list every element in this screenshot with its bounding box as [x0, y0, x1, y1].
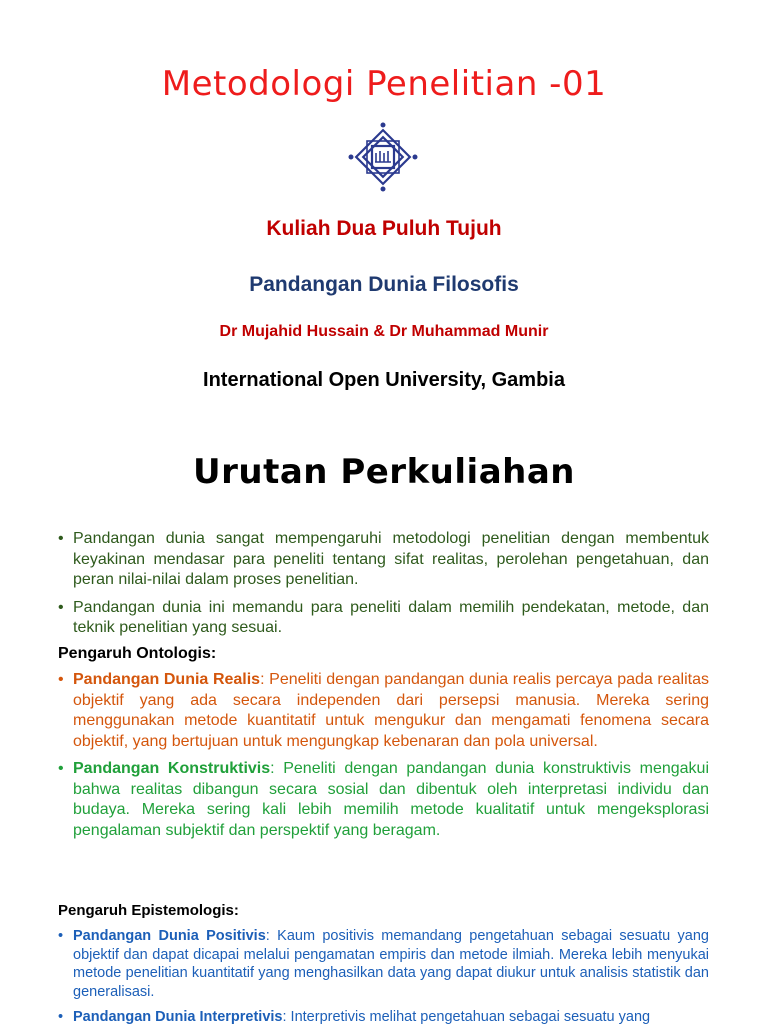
bullet-icon: • — [58, 1009, 64, 1025]
item-term: Pandangan Dunia Positivis — [73, 928, 266, 944]
section-title: Urutan Perkuliahan — [193, 452, 575, 492]
intro-list — [58, 529, 709, 646]
list-item — [58, 670, 709, 752]
item-text: : Kaum positivis memandang pengetahuan sebagai sesuatu yang objektif dan dapat dicapai melalui pengamatan empiris dan metode ilmiah. Mereka lebih menyukai metode penelitian kuantitatif yang menghasilkan data yang dapat diukur untuk analisis statistik dan generalisasi. — [73, 928, 709, 1000]
item-text: : Interpretivis melihat pengetahuan sebagai sesuatu yang — [282, 1009, 651, 1025]
item-text: : Peneliti dengan pandangan dunia konstruktivis mengakui bahwa realitas dibangun secara sosial dan dibentuk oleh interpretasi individu dan budaya. Mereka sering kali lebih memilih metode kualitatif untuk mengeksplorasi pengalaman subjektif dan perspektif yang beragam. — [73, 760, 710, 839]
lecture-number: Kuliah Dua Puluh Tujuh — [266, 217, 502, 240]
authors: Dr Mujahid Hussain & Dr Muhammad Munir — [219, 323, 549, 340]
item-term: Pandangan Dunia Interpretivis — [73, 1009, 283, 1025]
epistemology-list — [58, 927, 709, 1034]
bullet-icon: • — [58, 671, 64, 688]
ontology-heading: Pengaruh Ontologis: — [58, 645, 217, 662]
lecture-topic: Pandangan Dunia Filosofis — [249, 273, 519, 296]
list-item — [58, 598, 709, 639]
list-item — [58, 927, 709, 1001]
ontology-list — [58, 670, 709, 848]
institution: International Open University, Gambia — [203, 369, 565, 391]
item-term: Pandangan Konstruktivis — [73, 760, 271, 777]
bullet-icon: • — [58, 598, 64, 616]
intro-text: Pandangan dunia sangat mempengaruhi metodologi penelitian dengan membentuk keyakinan mendasar para peneliti tentang sifat realitas, perolehan pengetahuan, dan peran nilai-nilai dalam proses penelitian. — [73, 530, 709, 588]
list-item — [58, 529, 709, 591]
page-title: Metodologi Penelitian -01 — [161, 64, 607, 104]
bullet-icon: • — [58, 760, 64, 777]
islamic-geometric-emblem-icon — [348, 122, 418, 192]
bullet-icon: • — [58, 928, 64, 944]
epistemology-heading: Pengaruh Epistemologis: — [58, 902, 239, 919]
list-item — [58, 759, 709, 841]
bullet-icon: • — [58, 530, 64, 547]
item-term: Pandangan Dunia Realis — [73, 671, 261, 688]
item-text: : Peneliti dengan pandangan dunia realis percaya pada realitas objektif yang ada secara independen dari persepsi manusia. Mereka sering menggunakan metode kuantitatif untuk mengukur dan mengamati fenomena secara objektif, yang bertujuan untuk mengungkap kebenaran dan pola universal. — [73, 671, 710, 750]
intro-text: Pandangan dunia ini memandu para peneliti dalam memilih pendekatan, metode, dan teknik penelitian yang sesuai. — [73, 598, 709, 636]
